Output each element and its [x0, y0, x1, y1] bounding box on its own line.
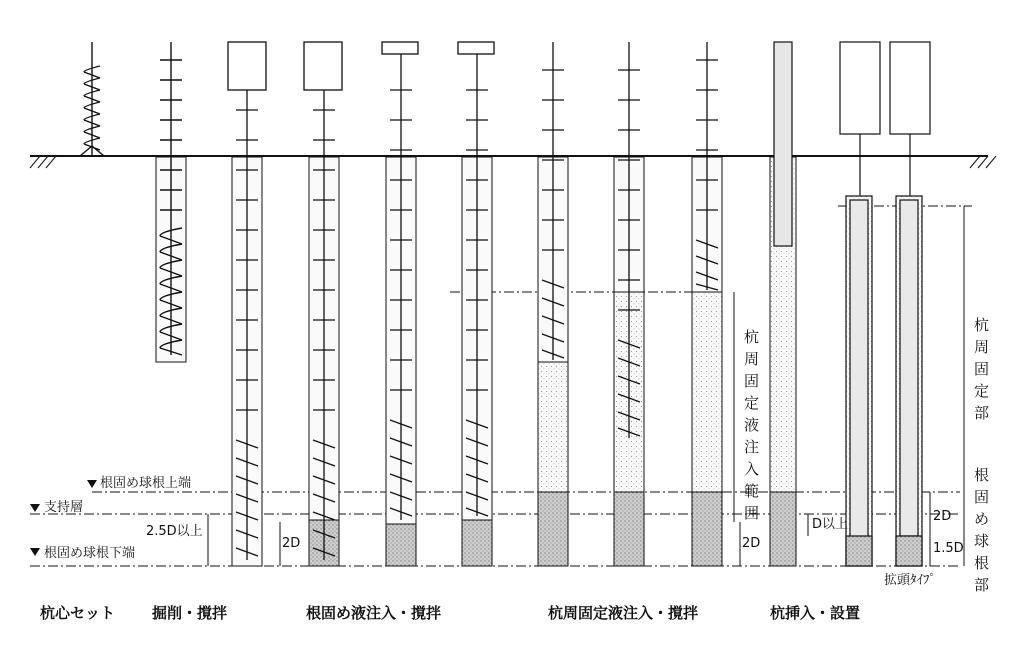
- bulb-part-label: [974, 466, 989, 594]
- pile-step12: [890, 42, 930, 566]
- vertical-char: 周: [974, 338, 990, 356]
- vertical-char: 部: [974, 576, 990, 594]
- vertical-char: 液: [744, 416, 760, 434]
- vertical-char: 固: [974, 488, 990, 506]
- vertical-char: 球: [974, 532, 990, 550]
- bulb-bottom-marker-icon: [30, 548, 40, 556]
- vertical-char: 固: [974, 360, 990, 378]
- support-layer-marker-icon: [30, 504, 40, 512]
- vertical-char: 部: [974, 404, 990, 422]
- dim-2d-mid-label: 2D: [742, 536, 761, 551]
- stage-label-1: 杭心セット: [40, 604, 116, 622]
- bulb-top-marker-icon: [87, 480, 97, 488]
- pile-step11: [840, 42, 880, 566]
- dim-2d-right-label: 2D: [933, 509, 952, 524]
- ground-hatch-left: [30, 156, 56, 168]
- stage-label-3: 根固め液注入・撹拌: [306, 604, 442, 622]
- expanded-type-label: 拡頭ﾀｲﾌﾟ: [884, 573, 937, 588]
- vertical-char: 周: [744, 350, 760, 368]
- vertical-char: 範: [744, 482, 760, 500]
- support-layer-label: 支持層: [44, 500, 84, 515]
- vertical-char: 固: [744, 372, 760, 390]
- vertical-char: 注: [744, 438, 760, 456]
- fixing-range-label: [744, 328, 759, 522]
- dim-2-5d-label: 2.5D以上: [146, 524, 203, 539]
- bulb-bottom-label: 根固め球根下端: [44, 546, 136, 561]
- vertical-char: 囲: [744, 504, 760, 522]
- vertical-char: め: [974, 510, 990, 528]
- vertical-char: 入: [744, 460, 760, 478]
- vertical-char: 根: [974, 554, 990, 572]
- vertical-char: 杭: [744, 328, 760, 346]
- vertical-char: 定: [744, 394, 760, 412]
- pile-step10: [774, 42, 792, 246]
- auger-step1: [80, 42, 104, 156]
- vertical-char: 杭: [974, 316, 990, 334]
- stage-label-4: 杭周固定液注入・撹拌: [548, 604, 699, 622]
- dim-d-over-label: D以上: [812, 517, 849, 532]
- dim-2d-left-label: 2D: [282, 536, 301, 551]
- vertical-char: 定: [974, 382, 990, 400]
- stage-label-5: 杭挿入・設置: [770, 604, 861, 622]
- bulb-top-label: 根固め球根上端: [100, 476, 192, 491]
- dim-1-5d-label: 1.5D: [933, 541, 964, 556]
- ground-hatch-right: [970, 156, 996, 168]
- level-markers: [30, 480, 97, 556]
- fixing-part-label: [974, 316, 989, 422]
- vertical-char: 根: [974, 466, 990, 484]
- stage-label-2: 掘削・撹拌: [152, 604, 228, 622]
